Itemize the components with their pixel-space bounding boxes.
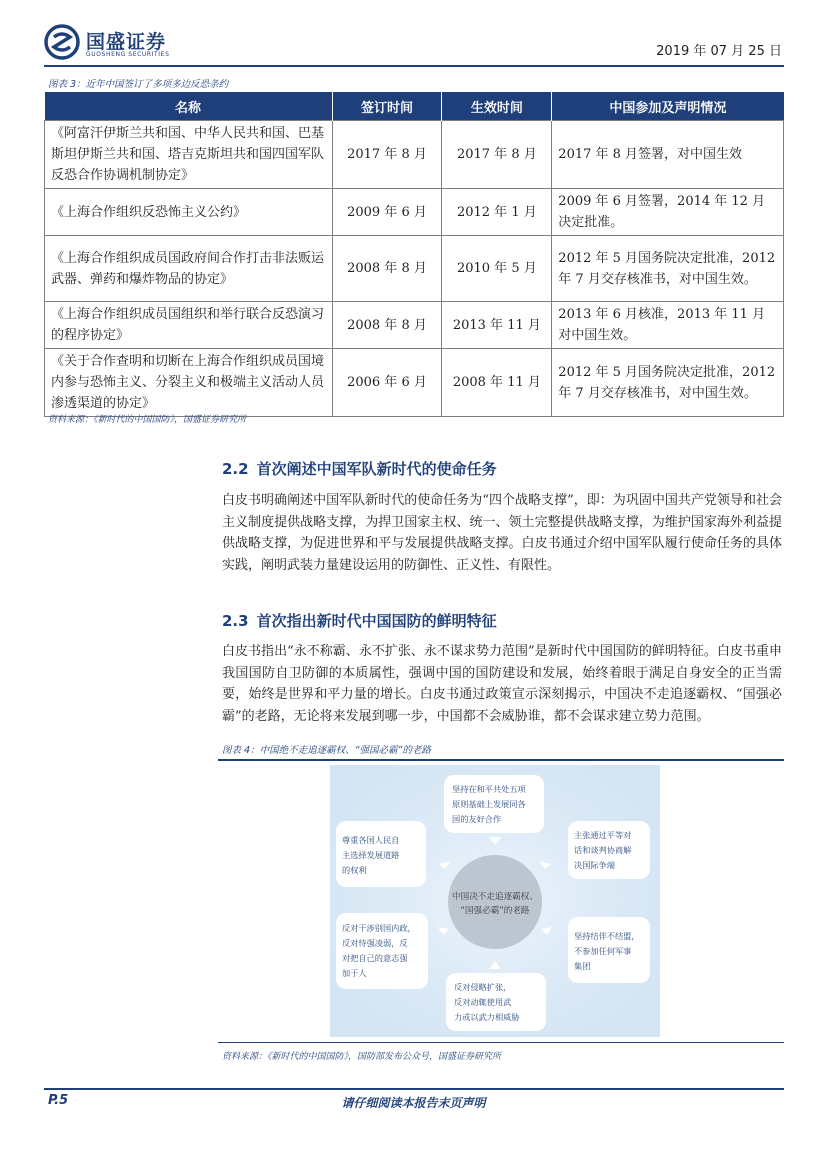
table-row	[45, 121, 784, 189]
col-header-signed: 签订时间	[332, 92, 442, 121]
box-text: 反对动辄使用武	[454, 997, 512, 1007]
section-title: 首次阐述中国军队新时代的使命任务	[256, 460, 497, 478]
treaty-name: 《上海合作组织反恐怖主义公约》	[45, 189, 333, 236]
diagram-box	[568, 917, 650, 983]
box-text: 集团	[574, 961, 591, 971]
box-text: 决国际争端	[574, 860, 615, 870]
col-header-status: 中国参加及声明情况	[552, 92, 784, 121]
table-header-row	[45, 92, 784, 121]
col-header-name: 名称	[45, 92, 333, 121]
box-text: 加于人	[342, 968, 367, 978]
box-text: 坚持结伴不结盟，	[574, 931, 640, 941]
effective-date: 2013 年 11 月	[442, 302, 552, 349]
center-circle	[448, 855, 542, 949]
treaty-name: 《阿富汗伊斯兰共和国、中华人民共和国、巴基斯坦伊斯兰共和国、塔吉克斯坦共和国四国军队反恐合作协调机制协定》	[45, 121, 333, 189]
policy-diagram	[330, 765, 660, 1037]
center-text-line2: “国强必霸”的老路	[460, 906, 530, 916]
signed-date: 2017 年 8 月	[332, 121, 442, 189]
logo-subtitle: GUOSHENG SECURITIES	[86, 51, 170, 58]
figure4-source: 资料来源：《新时代的中国国防》，国防部发布公众号，国盛证券研究所	[222, 1052, 502, 1062]
box-text: 原则基础上发展同各	[452, 799, 526, 809]
signed-date: 2009 年 6 月	[332, 189, 442, 236]
diagram-box	[336, 913, 428, 989]
section-2-3-body: 白皮书指出“永不称霸、永不扩张、永不谋求势力范围”是新时代中国国防的鲜明特征。白皮书重申我国国防自卫防御的本质属性，强调中国的国防建设和发展，始终着眼于满足自身安全的正当需要，始终是世界和平力量的增长。白皮书通过政策宣示深刻揭示，中国决不走追逐霸权、“国强必霸”的老路，无论将来发展到哪一步，中国都不会威胁谁，都不会谋求建立势力范围。	[222, 644, 782, 724]
table-row	[45, 189, 784, 236]
effective-date: 2012 年 1 月	[442, 189, 552, 236]
box-text: 反对恃强凌弱，反	[342, 938, 408, 948]
box-text: 的权利	[342, 865, 367, 875]
treaty-name: 《上海合作组织成员国组织和举行联合反恐演习的程序协定》	[45, 302, 333, 349]
box-text: 国的友好合作	[452, 814, 502, 824]
table-row	[45, 349, 784, 417]
participation-status: 2013 年 6 月核准，2013 年 11 月对中国生效。	[552, 302, 784, 349]
signed-date: 2008 年 8 月	[332, 236, 442, 302]
col-header-effective: 生效时间	[442, 92, 552, 121]
table-row	[45, 302, 784, 349]
signed-date: 2008 年 8 月	[332, 302, 442, 349]
participation-status: 2009 年 6 月签署，2014 年 12 月决定批准。	[552, 189, 784, 236]
box-text: 反对侵略扩张，	[454, 982, 512, 992]
figure3-title: 图表 3：近年中国签订了多项多边反恐条约	[48, 79, 229, 90]
page-number: P.5	[48, 1093, 69, 1108]
logo-text: 国盛证券	[86, 31, 167, 53]
diagram-box	[446, 973, 546, 1031]
participation-status: 2017 年 8 月签署，对中国生效	[552, 121, 784, 189]
box-text: 反对干涉别国内政，	[342, 923, 416, 933]
box-text: 尊重各国人民自	[342, 835, 400, 845]
box-text: 力或以武力相威胁	[454, 1012, 520, 1022]
signed-date: 2006 年 6 月	[332, 349, 442, 417]
table-row	[45, 236, 784, 302]
figure4-title: 图表 4：中国绝不走追逐霸权、“强国必霸”的老路	[222, 745, 431, 756]
effective-date: 2010 年 5 月	[442, 236, 552, 302]
footer-divider	[44, 1088, 784, 1090]
header-divider	[44, 65, 784, 67]
box-text: 坚持在和平共处五项	[452, 784, 526, 794]
effective-date: 2008 年 11 月	[442, 349, 552, 417]
section-2-2-heading	[222, 458, 497, 479]
participation-status: 2012 年 5 月国务院决定批准，2012 年 7 月交存核准书，对中国生效。	[552, 349, 784, 417]
section-2-3-heading	[222, 610, 497, 631]
effective-date: 2017 年 8 月	[442, 121, 552, 189]
section-number: 2.3	[222, 612, 249, 630]
figure3-source: 资料来源：《新时代的中国国防》，国盛证券研究所	[48, 415, 247, 425]
section-number: 2.2	[222, 460, 249, 478]
box-text: 话和谈判协商解	[574, 845, 632, 855]
treaty-table	[44, 92, 784, 417]
treaty-name: 《上海合作组织成员国政府间合作打击非法贩运武器、弹药和爆炸物品的协定》	[45, 236, 333, 302]
section-title: 首次指出新时代中国国防的鲜明特征	[256, 612, 497, 630]
section-2-2-body: 白皮书明确阐述中国军队新时代的使命任务为“四个战略支撑”，即：为巩固中国共产党领导和社会主义制度提供战略支撑，为捍卫国家主权、统一、领土完整提供战略支撑，为维护国家海外利益提供战略支撑，为促进世界和平与发展提供战略支撑。白皮书通过介绍中国军队履行使命任务的具体实践，阐明武装力量建设运用的防御性、正义性、有限性。	[222, 493, 782, 573]
box-text: 主选择发展道路	[342, 850, 400, 860]
diagram-box	[568, 821, 650, 879]
center-text-line1: 中国决不走追逐霸权、	[452, 892, 538, 902]
box-text: 主张通过平等对	[574, 830, 632, 840]
box-text: 对把自己的意志强	[342, 953, 408, 963]
treaty-name: 《关于合作查明和切断在上海合作组织成员国境内参与恐怖主义、分裂主义和极端主义活动人员渗透渠道的协定》	[45, 349, 333, 417]
diagram-box	[444, 775, 544, 833]
figure4-bottom-rule	[218, 1042, 784, 1043]
figure4-top-rule	[218, 759, 784, 761]
participation-status: 2012 年 5 月国务院决定批准，2012 年 7 月交存核准书，对中国生效。	[552, 236, 784, 302]
footer-disclaimer: 请仔细阅读本报告末页声明	[341, 1096, 486, 1110]
page-header	[44, 22, 784, 64]
diagram-box	[336, 821, 426, 887]
company-logo-icon	[44, 24, 80, 60]
box-text: 不参加任何军事	[574, 946, 632, 956]
report-date: 2019 年 07 月 25 日	[656, 44, 782, 59]
